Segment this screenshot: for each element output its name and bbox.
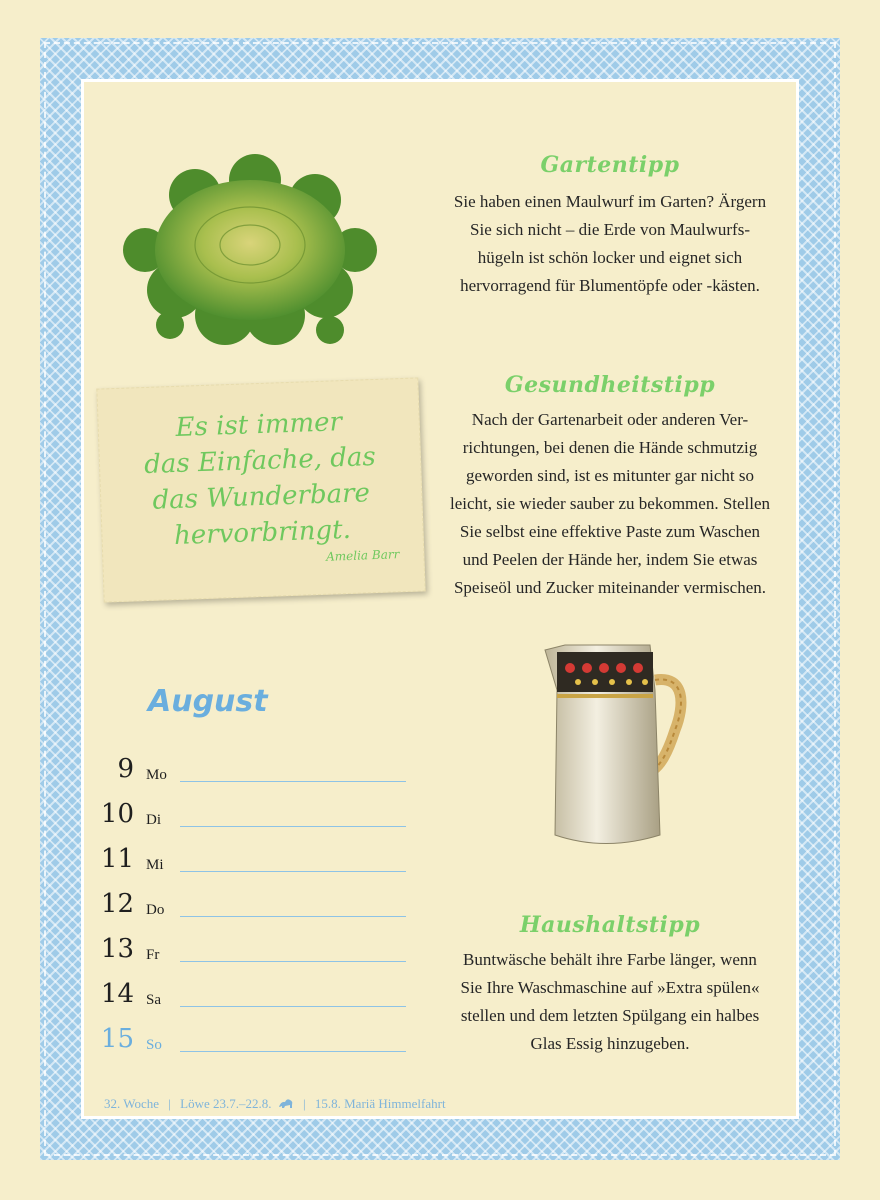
write-line bbox=[180, 961, 406, 962]
text-line: Sie Ihre Waschmaschine auf »Extra spülen« bbox=[460, 978, 760, 997]
garden-tip-text bbox=[430, 188, 790, 300]
day-number: 12 bbox=[100, 889, 134, 919]
day-number: 11 bbox=[100, 844, 134, 874]
day-number: 14 bbox=[100, 979, 134, 1009]
month-title: August bbox=[148, 684, 268, 719]
text-line: Sie sich nicht – die Erde von Maulwurfs- bbox=[470, 220, 750, 239]
text-line: Sie haben einen Maulwurf im Garten? Ärgern bbox=[453, 192, 767, 211]
day-name: Sa bbox=[146, 992, 161, 1008]
day-number: 15 bbox=[100, 1024, 134, 1054]
quote-author: Amelia Barr bbox=[325, 547, 400, 564]
separator: | bbox=[303, 1096, 306, 1111]
calendar-day-row bbox=[100, 926, 410, 966]
day-name: Mo bbox=[146, 767, 167, 783]
health-tip-title: Gesundheitstipp bbox=[504, 372, 716, 398]
jug-illustration bbox=[535, 630, 695, 860]
text-line: leicht, sie wieder sauber zu bekommen. Stellen bbox=[449, 494, 771, 513]
quote-line: hervorbringt. bbox=[173, 514, 352, 552]
calendar-day-row bbox=[100, 881, 410, 921]
text-line: und Peelen der Hände her, indem Sie etwas bbox=[462, 550, 758, 569]
quote-line: das Einfache, das bbox=[143, 441, 377, 481]
lion-icon bbox=[278, 1097, 294, 1109]
day-number: 13 bbox=[100, 934, 134, 964]
household-tip-text bbox=[430, 946, 790, 1058]
text-line: richtungen, bei denen die Hände schmutzig bbox=[462, 438, 758, 457]
week-label: 32. Woche bbox=[104, 1096, 160, 1111]
text-line: geworden sind, ist es mitunter gar nicht so bbox=[465, 466, 754, 485]
zodiac-label: Löwe 23.7.–22.8. bbox=[180, 1096, 272, 1111]
holiday-label: 15.8. Mariä Himmelfahrt bbox=[314, 1096, 446, 1111]
text-line: Glas Essig hinzugeben. bbox=[530, 1034, 690, 1053]
text-line: Buntwäsche behält ihre Farbe länger, wenn bbox=[463, 950, 757, 969]
text-line: Nach der Gartenarbeit oder anderen Ver- bbox=[471, 410, 749, 429]
household-tip-title: Haushaltstipp bbox=[519, 912, 701, 938]
day-name: Di bbox=[146, 812, 161, 828]
day-number: 9 bbox=[117, 754, 134, 784]
text-line: stellen und dem letzten Spülgang ein halbes bbox=[460, 1006, 760, 1025]
write-line bbox=[180, 871, 406, 872]
day-number: 10 bbox=[100, 799, 134, 829]
garden-tip-title: Gartentipp bbox=[540, 152, 680, 178]
text-line: hügeln ist schön locker und eignet sich bbox=[477, 248, 743, 267]
text-line: hervorragend für Blumentöpfe oder -kästen. bbox=[460, 276, 760, 295]
quote-card bbox=[96, 377, 425, 602]
quote-line: Es ist immer bbox=[175, 407, 343, 443]
day-name: Fr bbox=[146, 947, 160, 963]
health-tip-text bbox=[420, 406, 800, 602]
text-line: Sie selbst eine effektive Paste zum Waschen bbox=[459, 522, 761, 541]
calendar-day-row bbox=[100, 746, 410, 786]
write-line bbox=[180, 1006, 406, 1007]
day-name: Do bbox=[146, 902, 165, 918]
write-line bbox=[180, 826, 406, 827]
quote-line: das Wunderbare bbox=[152, 478, 371, 516]
separator: | bbox=[168, 1096, 171, 1111]
lettuce-illustration bbox=[115, 150, 385, 350]
day-name: So bbox=[146, 1037, 162, 1053]
footer-line bbox=[104, 1096, 446, 1112]
calendar-day-row bbox=[100, 836, 410, 876]
write-line bbox=[180, 916, 406, 917]
day-name: Mi bbox=[146, 857, 164, 873]
calendar-day-row bbox=[100, 1016, 410, 1056]
write-line bbox=[180, 781, 406, 782]
write-line bbox=[180, 1051, 406, 1052]
calendar-day-row bbox=[100, 971, 410, 1011]
calendar-day-row bbox=[100, 791, 410, 831]
text-line: Speiseöl und Zucker miteinander vermischen. bbox=[453, 578, 767, 597]
